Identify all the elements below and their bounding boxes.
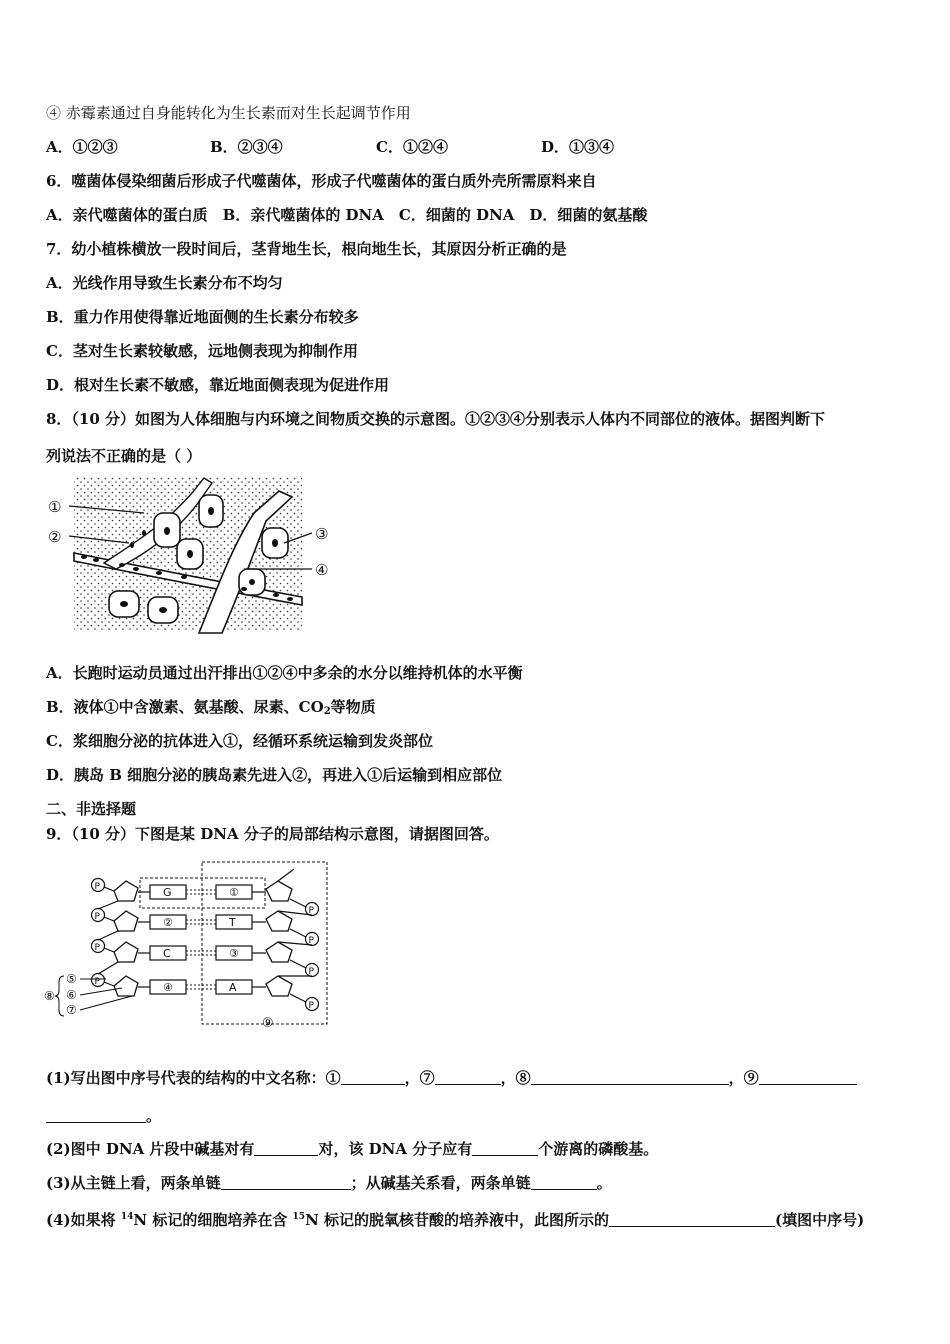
base-left-label: ② (163, 916, 173, 929)
phosphate-label: P (308, 906, 314, 916)
q9-sub3 (46, 1173, 612, 1193)
phosphate-label: P (94, 882, 100, 892)
q9-sub4-b: N 标记的细胞培养在含 (133, 1211, 293, 1229)
dna-structure-figure (44, 856, 339, 1030)
q9-sub3-a: (3)从主链上看，两条单链 (46, 1174, 221, 1192)
blank-main-chain[interactable] (221, 1175, 351, 1190)
phosphate-label: P (94, 977, 100, 987)
backbone-left (98, 901, 118, 909)
q5-option-c: C．①②④ (376, 138, 448, 156)
phosphodiester-bond (290, 899, 306, 907)
q8-option-c: C．浆细胞分泌的抗体进入①，经循环系统运输到发炎部位 (46, 732, 433, 750)
blank-1[interactable] (341, 1070, 405, 1085)
q9-stem: 9．（10 分）下图是某 DNA 分子的局部结构示意图，请据图回答。 (46, 825, 499, 843)
deoxyribose-left (114, 942, 138, 962)
blank-base-pairs[interactable] (254, 1141, 318, 1156)
deoxyribose-left (114, 976, 138, 996)
q7-option-c: C．茎对生长素较敏感，远地侧表现为抑制作用 (46, 342, 358, 360)
q6-options: A．亲代噬菌体的蛋白质 B．亲代噬菌体的 DNA C．细菌的 DNA D．细菌的氨基酸 (46, 206, 648, 224)
sup-14: 14 (120, 1212, 134, 1222)
q9-sub2 (46, 1139, 658, 1159)
side-label: ⑤ (66, 972, 77, 986)
q9-sub4-a: (4)如果将 (46, 1211, 121, 1229)
bracket-8 (55, 976, 64, 1016)
backbone-left (98, 931, 118, 940)
sup-15: 15 (292, 1212, 306, 1222)
phosphate-label: P (308, 936, 314, 946)
q5-option-b: B．②③④ (210, 138, 283, 156)
blank-9-cont[interactable] (46, 1108, 146, 1123)
phosphodiester-bond (104, 887, 114, 891)
q8-option-b (46, 697, 376, 722)
fig-label-4: ④ (315, 561, 329, 579)
deoxyribose-left (114, 881, 138, 901)
phosphodiester-bond (104, 982, 114, 986)
deoxyribose-right (266, 911, 292, 931)
phosphodiester-bond (104, 948, 114, 952)
blank-9[interactable] (759, 1070, 857, 1085)
q9-sub3-b: ；从碱基关系看，两条单链 (350, 1174, 531, 1192)
side-label: ⑥ (66, 988, 77, 1002)
base-left-label: G (163, 886, 172, 899)
backbone-left (98, 962, 118, 974)
label-9: ⑨ (262, 1016, 274, 1030)
base-right-label: ① (229, 886, 239, 899)
q5-option-a: A．①②③ (46, 138, 118, 156)
base-right-label: T (229, 916, 236, 929)
co2-subscript: 2 (323, 706, 331, 717)
q9-sub4-c: N 标记的脱氧核苷酸的培养液中，此图所示的 (305, 1211, 610, 1229)
phosphodiester-bond (290, 960, 306, 968)
side-label: ⑦ (66, 1003, 77, 1017)
q5-option-d: D．①③④ (541, 138, 615, 156)
base-left-label: C (163, 947, 171, 960)
q9-sub1-c: ，⑧ (500, 1069, 531, 1087)
q9-sub1-b: ，⑦ (404, 1069, 435, 1087)
blank-7[interactable] (435, 1070, 501, 1085)
q7-option-b: B．重力作用使得靠近地面侧的生长素分布较多 (46, 308, 359, 326)
q9-sub1-d: ，⑨ (728, 1069, 759, 1087)
q9-sub4 (46, 1207, 864, 1230)
tissue-fluid-figure (44, 473, 344, 635)
base-right-label: ③ (229, 947, 239, 960)
q8-option-b-text: B．液体①中含激素、氨基酸、尿素、CO (46, 698, 324, 716)
q9-sub1-a: (1)写出图中序号代表的结构的中文名称：① (46, 1069, 341, 1087)
fig-label-1: ① (48, 498, 62, 516)
q7-option-d: D．根对生长素不敏感，靠近地面侧表现为促进作用 (46, 376, 390, 394)
fig-label-2: ② (48, 528, 62, 546)
section-heading: 二、非选择题 (46, 800, 137, 818)
phosphate-label: P (308, 967, 314, 977)
q8-stem-line1: 8．（10 分）如图为人体细胞与内环境之间物质交换的示意图。①②③④分别表示人体内不同部位的液体。据图判断下 (46, 410, 826, 428)
base-right-label: A (229, 981, 237, 994)
q8-option-a: A．长跑时运动员通过出汗排出①②④中多余的水分以维持机体的水平衡 (46, 664, 523, 682)
fig-label-3: ③ (315, 525, 329, 543)
q9-sub2-a: (2)图中 DNA 片段中碱基对有 (46, 1140, 255, 1158)
q9-sub2-b: 对，该 DNA 分子应有 (318, 1140, 473, 1158)
deoxyribose-left (114, 911, 138, 931)
deoxyribose-right (266, 976, 292, 996)
phosphate-label: P (94, 912, 100, 922)
base-left-label: ④ (163, 981, 173, 994)
q9-sub1-line2 (46, 1106, 161, 1126)
phosphodiester-bond (290, 994, 306, 1002)
q9-sub3-c: 。 (596, 1174, 612, 1192)
q9-sub4-d: (填图中序号) (775, 1211, 865, 1229)
q6-stem: 6．噬菌体侵染细菌后形成子代噬菌体，形成子代噬菌体的蛋白质外壳所需原料来自 (46, 172, 597, 190)
q7-option-a: A．光线作用导致生长素分布不均匀 (46, 274, 283, 292)
q9-sub2-c: 个游离的磷酸基。 (538, 1140, 659, 1158)
deoxyribose-right (266, 881, 292, 901)
q9-sub1-line1 (46, 1068, 857, 1088)
phosphate-label: P (94, 943, 100, 953)
q8-option-d: D．胰岛 B 细胞分泌的胰岛素先进入②，再进入①后运输到相应部位 (46, 766, 503, 784)
blank-phosphate[interactable] (472, 1141, 538, 1156)
label-8: ⑧ (44, 989, 55, 1003)
blank-base-relation[interactable] (531, 1175, 597, 1190)
phosphodiester-bond (290, 929, 306, 937)
q5-item4: ④ 赤霉素通过自身能转化为生长素而对生长起调节作用 (46, 104, 411, 122)
q8-option-b-tail: 等物质 (330, 698, 376, 716)
blank-8[interactable] (531, 1070, 729, 1085)
phosphate-label: P (308, 1001, 314, 1011)
deoxyribose-right (266, 942, 292, 962)
q9-sub1-end: 。 (146, 1107, 162, 1125)
backbone-right-end (278, 869, 294, 881)
leader-line-7 (80, 996, 132, 1010)
blank-fig-number[interactable] (609, 1212, 775, 1227)
phosphodiester-bond (104, 917, 114, 921)
q7-stem: 7．幼小植株横放一段时间后，茎背地生长，根向地生长，其原因分析正确的是 (46, 240, 567, 258)
q8-stem-line2: 列说法不正确的是（ ） (46, 447, 202, 465)
